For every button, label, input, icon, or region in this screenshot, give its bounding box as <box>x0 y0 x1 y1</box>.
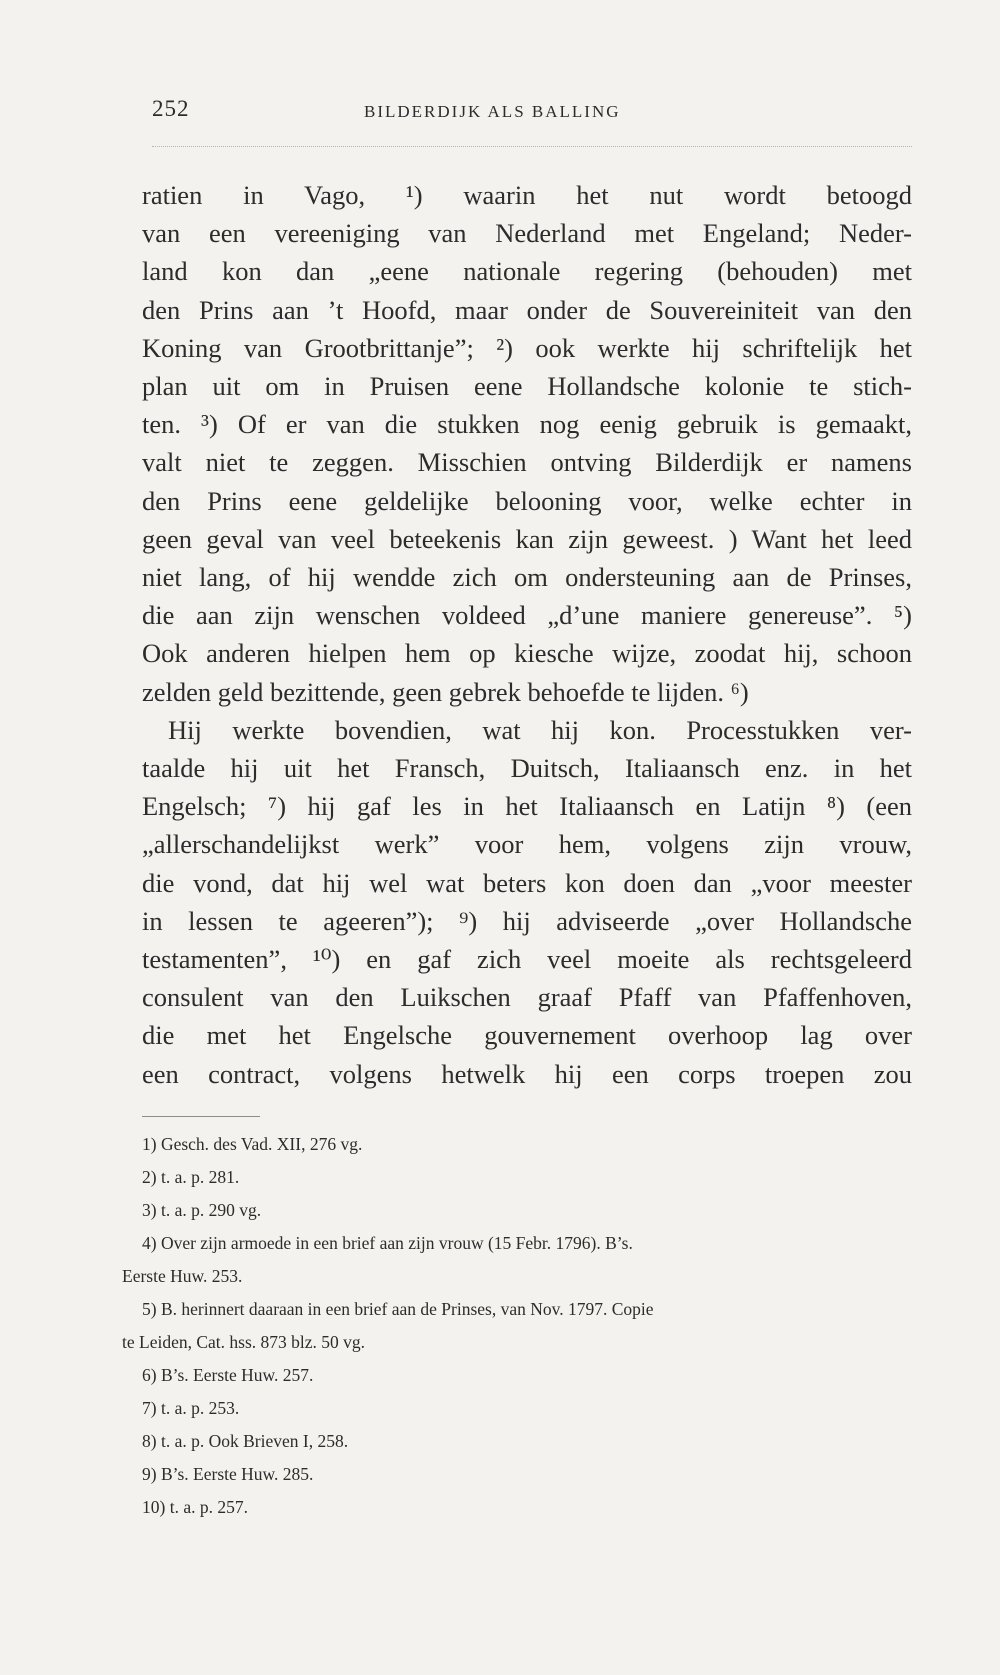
body-line: geen geval van veel beteekenis kan zijn geweest. ) Want het leed <box>142 523 912 554</box>
footnotes <box>122 1128 912 1524</box>
body-line: „allerschandelijkst werk” voor hem, volgens zijn vrouw, <box>142 829 912 860</box>
body-line: die met het Engelsche gouvernement overhoop lag over <box>142 1020 912 1051</box>
body-line: van een vereeniging van Nederland met Engeland; Neder- <box>142 218 912 249</box>
body-line: plan uit om in Pruisen eene Hollandsche kolonie te stich- <box>142 371 912 402</box>
footnote: 8) t. a. p. Ook Brieven I, 258. <box>142 1431 349 1451</box>
body-line: den Prins aan ’t Hoofd, maar onder de Souvereiniteit van den <box>142 294 912 325</box>
body-line: een contract, volgens hetwelk hij een corps troepen zou <box>142 1058 912 1089</box>
body-line: Koning van Grootbrittanje”; ²) ook werkte hij schriftelijk het <box>142 332 912 363</box>
body-line: taalde hij uit het Fransch, Duitsch, Italiaansch enz. in het <box>142 753 912 784</box>
body-line: den Prins eene geldelijke belooning voor, welke echter in <box>142 485 912 516</box>
footnote: 2) t. a. p. 281. <box>142 1167 240 1187</box>
body-line: in lessen te ageeren”); ⁹) hij adviseerde „over Hollandsche <box>142 905 912 936</box>
footnote-continuation: te Leiden, Cat. hss. 873 blz. 50 vg. <box>122 1332 366 1352</box>
running-title: BILDERDIJK ALS BALLING <box>364 102 621 121</box>
footnote: 6) B’s. Eerste Huw. 257. <box>142 1365 314 1385</box>
body-line: valt niet te zeggen. Misschien ontving Bilderdijk er namens <box>142 447 912 478</box>
body-text <box>142 176 912 1093</box>
header-rule <box>152 146 912 147</box>
footnote: 10) t. a. p. 257. <box>142 1497 248 1517</box>
footnote: 3) t. a. p. 290 vg. <box>142 1200 262 1220</box>
body-line: die vond, dat hij wel wat beters kon doen dan „voor meester <box>142 867 912 898</box>
footnote: 9) B’s. Eerste Huw. 285. <box>142 1464 314 1484</box>
body-line: consulent van den Luikschen graaf Pfaff van Pfaffenhoven, <box>142 982 912 1013</box>
footnote-rule <box>142 1116 260 1117</box>
footnote: 4) Over zijn armoede in een brief aan zijn vrouw (15 Febr. 1796). B’s. <box>142 1233 633 1253</box>
footnote: 1) Gesch. des Vad. XII, 276 vg. <box>142 1134 363 1154</box>
body-line: Engelsch; ⁷) hij gaf les in het Italiaansch en Latijn ⁸) (een <box>142 791 912 822</box>
footnote-continuation: Eerste Huw. 253. <box>122 1266 243 1286</box>
body-line: Ook anderen hielpen hem op kiesche wijze, zoodat hij, schoon <box>142 638 912 669</box>
body-line: ratien in Vago, ¹) waarin het nut wordt betoogd <box>142 180 912 210</box>
body-line: Hij werkte bovendien, wat hij kon. Processtukken ver- <box>168 714 912 745</box>
body-line: land kon dan „eene nationale regering (behouden) met <box>142 256 912 287</box>
footnote: 5) B. herinnert daaraan in een brief aan de Prinses, van Nov. 1797. Copie <box>142 1299 654 1319</box>
body-line: zelden geld bezittende, geen gebrek behoefde te lijden. ⁶) <box>142 676 749 707</box>
body-line: ten. ³) Of er van die stukken nog eenig gebruik is gemaakt, <box>142 409 912 440</box>
body-line: niet lang, of hij wendde zich om ondersteuning aan de Prinses, <box>142 562 912 593</box>
page-number: 252 <box>152 96 190 121</box>
footnote: 7) t. a. p. 253. <box>142 1398 240 1418</box>
body-line: die aan zijn wenschen voldeed „d’une maniere genereuse”. ⁵) <box>142 600 912 631</box>
running-head <box>152 96 912 136</box>
body-line: testamenten”, ¹⁰) en gaf zich veel moeite als rechtsgeleerd <box>142 944 912 975</box>
